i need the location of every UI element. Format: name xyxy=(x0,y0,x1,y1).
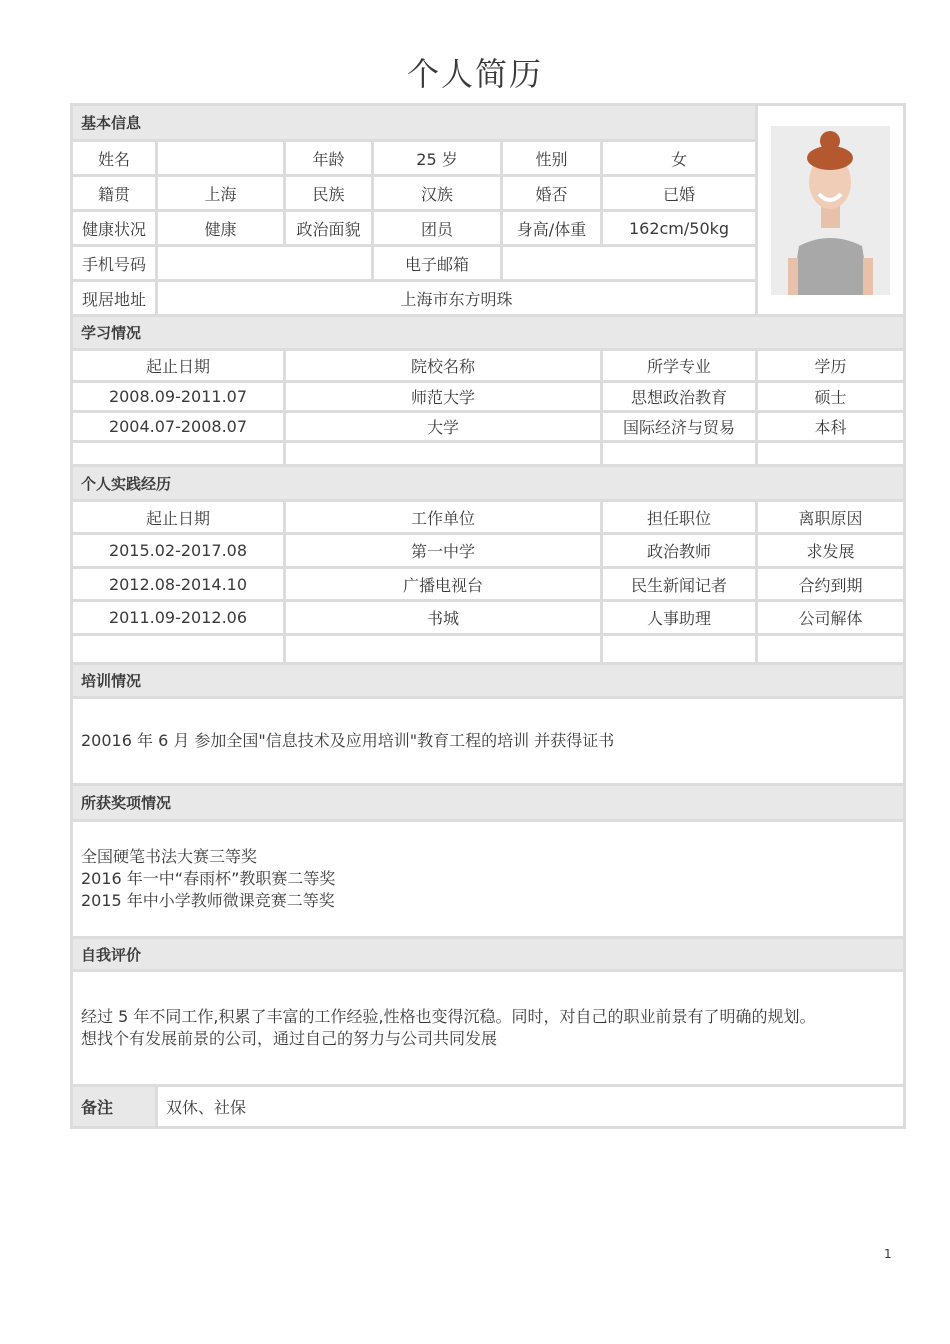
self-evaluation-text xyxy=(72,971,905,1086)
self-eval-line: 想找个有发展前景的公司，通过自己的努力与公司共同发展 xyxy=(81,1029,498,1048)
address-label: 现居地址 xyxy=(72,281,157,316)
name-label: 姓名 xyxy=(72,141,157,176)
political-label: 政治面貌 xyxy=(285,211,373,246)
edu-row-3-school xyxy=(285,442,602,466)
edu-row-1-degree: 硕士 xyxy=(757,382,905,412)
edu-row-1-major: 思想政治教育 xyxy=(602,382,757,412)
exp-row-2-reason: 合约到期 xyxy=(757,568,905,601)
profile-photo xyxy=(771,126,890,295)
exp-row-4-date xyxy=(72,635,285,664)
section-self-evaluation: 自我评价 xyxy=(72,938,905,971)
edu-header-date: 起止日期 xyxy=(72,350,285,382)
edu-row-1-date: 2008.09-2011.07 xyxy=(72,382,285,412)
edu-header-major: 所学专业 xyxy=(602,350,757,382)
exp-row-4-reason xyxy=(757,635,905,664)
health-label: 健康状况 xyxy=(72,211,157,246)
exp-header-reason: 离职原因 xyxy=(757,501,905,534)
award-item: 2016 年一中“春雨杯”教职赛二等奖 xyxy=(81,869,336,888)
name-value xyxy=(157,141,285,176)
exp-row-3-date: 2011.09-2012.06 xyxy=(72,601,285,635)
section-awards: 所获奖项情况 xyxy=(72,785,905,821)
health-value: 健康 xyxy=(157,211,285,246)
award-item: 2015 年中小学教师微课竞赛二等奖 xyxy=(81,891,335,910)
origin-label: 籍贯 xyxy=(72,176,157,211)
edu-row-2-date: 2004.07-2008.07 xyxy=(72,412,285,442)
remark-text: 双休、社保 xyxy=(157,1086,905,1128)
height-weight-value: 162cm/50kg xyxy=(602,211,757,246)
award-item: 全国硬笔书法大赛三等奖 xyxy=(81,847,258,866)
edu-row-1-school: 师范大学 xyxy=(285,382,602,412)
training-text: 20016 年 6 月 参加全国"信息技术及应用培训"教育工程的培训 并获得证书 xyxy=(72,698,905,785)
age-value: 25 岁 xyxy=(373,141,502,176)
age-label: 年龄 xyxy=(285,141,373,176)
exp-row-1-date: 2015.02-2017.08 xyxy=(72,534,285,568)
marital-label: 婚否 xyxy=(502,176,602,211)
exp-row-1-employer: 第一中学 xyxy=(285,534,602,568)
ethnic-label: 民族 xyxy=(285,176,373,211)
ethnic-value: 汉族 xyxy=(373,176,502,211)
resume-table xyxy=(70,103,906,1129)
exp-row-3-position: 人事助理 xyxy=(602,601,757,635)
remark-label: 备注 xyxy=(72,1086,157,1128)
edu-row-2-degree: 本科 xyxy=(757,412,905,442)
address-value: 上海市东方明珠 xyxy=(157,281,757,316)
email-value xyxy=(502,246,757,281)
exp-header-date: 起止日期 xyxy=(72,501,285,534)
edu-row-3-degree xyxy=(757,442,905,466)
section-basic-info: 基本信息 xyxy=(72,105,757,141)
email-label: 电子邮箱 xyxy=(373,246,502,281)
origin-value: 上海 xyxy=(157,176,285,211)
page-title: 个人简历 xyxy=(406,55,543,93)
exp-row-2-date: 2012.08-2014.10 xyxy=(72,568,285,601)
edu-row-2-major: 国际经济与贸易 xyxy=(602,412,757,442)
self-eval-line: 经过 5 年不同工作,积累了丰富的工作经验,性格也变得沉稳。同时，对自己的职业前景有了明确的规划。 xyxy=(81,1007,816,1026)
phone-label: 手机号码 xyxy=(72,246,157,281)
awards-list xyxy=(72,821,905,938)
edu-row-2-school: 大学 xyxy=(285,412,602,442)
height-weight-label: 身高/体重 xyxy=(502,211,602,246)
exp-row-2-position: 民生新闻记者 xyxy=(602,568,757,601)
exp-row-3-employer: 书城 xyxy=(285,601,602,635)
page-number: 1 xyxy=(884,1247,892,1261)
edu-header-school: 院校名称 xyxy=(285,350,602,382)
exp-row-4-employer xyxy=(285,635,602,664)
exp-row-2-employer: 广播电视台 xyxy=(285,568,602,601)
marital-value: 已婚 xyxy=(602,176,757,211)
section-education: 学习情况 xyxy=(72,316,905,350)
section-training: 培训情况 xyxy=(72,664,905,698)
edu-header-degree: 学历 xyxy=(757,350,905,382)
phone-value xyxy=(157,246,373,281)
gender-label: 性别 xyxy=(502,141,602,176)
political-value: 团员 xyxy=(373,211,502,246)
exp-row-1-reason: 求发展 xyxy=(757,534,905,568)
profile-photo-cell xyxy=(757,105,905,316)
exp-row-1-position: 政治教师 xyxy=(602,534,757,568)
edu-row-3-date xyxy=(72,442,285,466)
section-experience: 个人实践经历 xyxy=(72,466,905,501)
exp-row-3-reason: 公司解体 xyxy=(757,601,905,635)
gender-value: 女 xyxy=(602,141,757,176)
exp-header-employer: 工作单位 xyxy=(285,501,602,534)
exp-header-position: 担任职位 xyxy=(602,501,757,534)
exp-row-4-position xyxy=(602,635,757,664)
edu-row-3-major xyxy=(602,442,757,466)
